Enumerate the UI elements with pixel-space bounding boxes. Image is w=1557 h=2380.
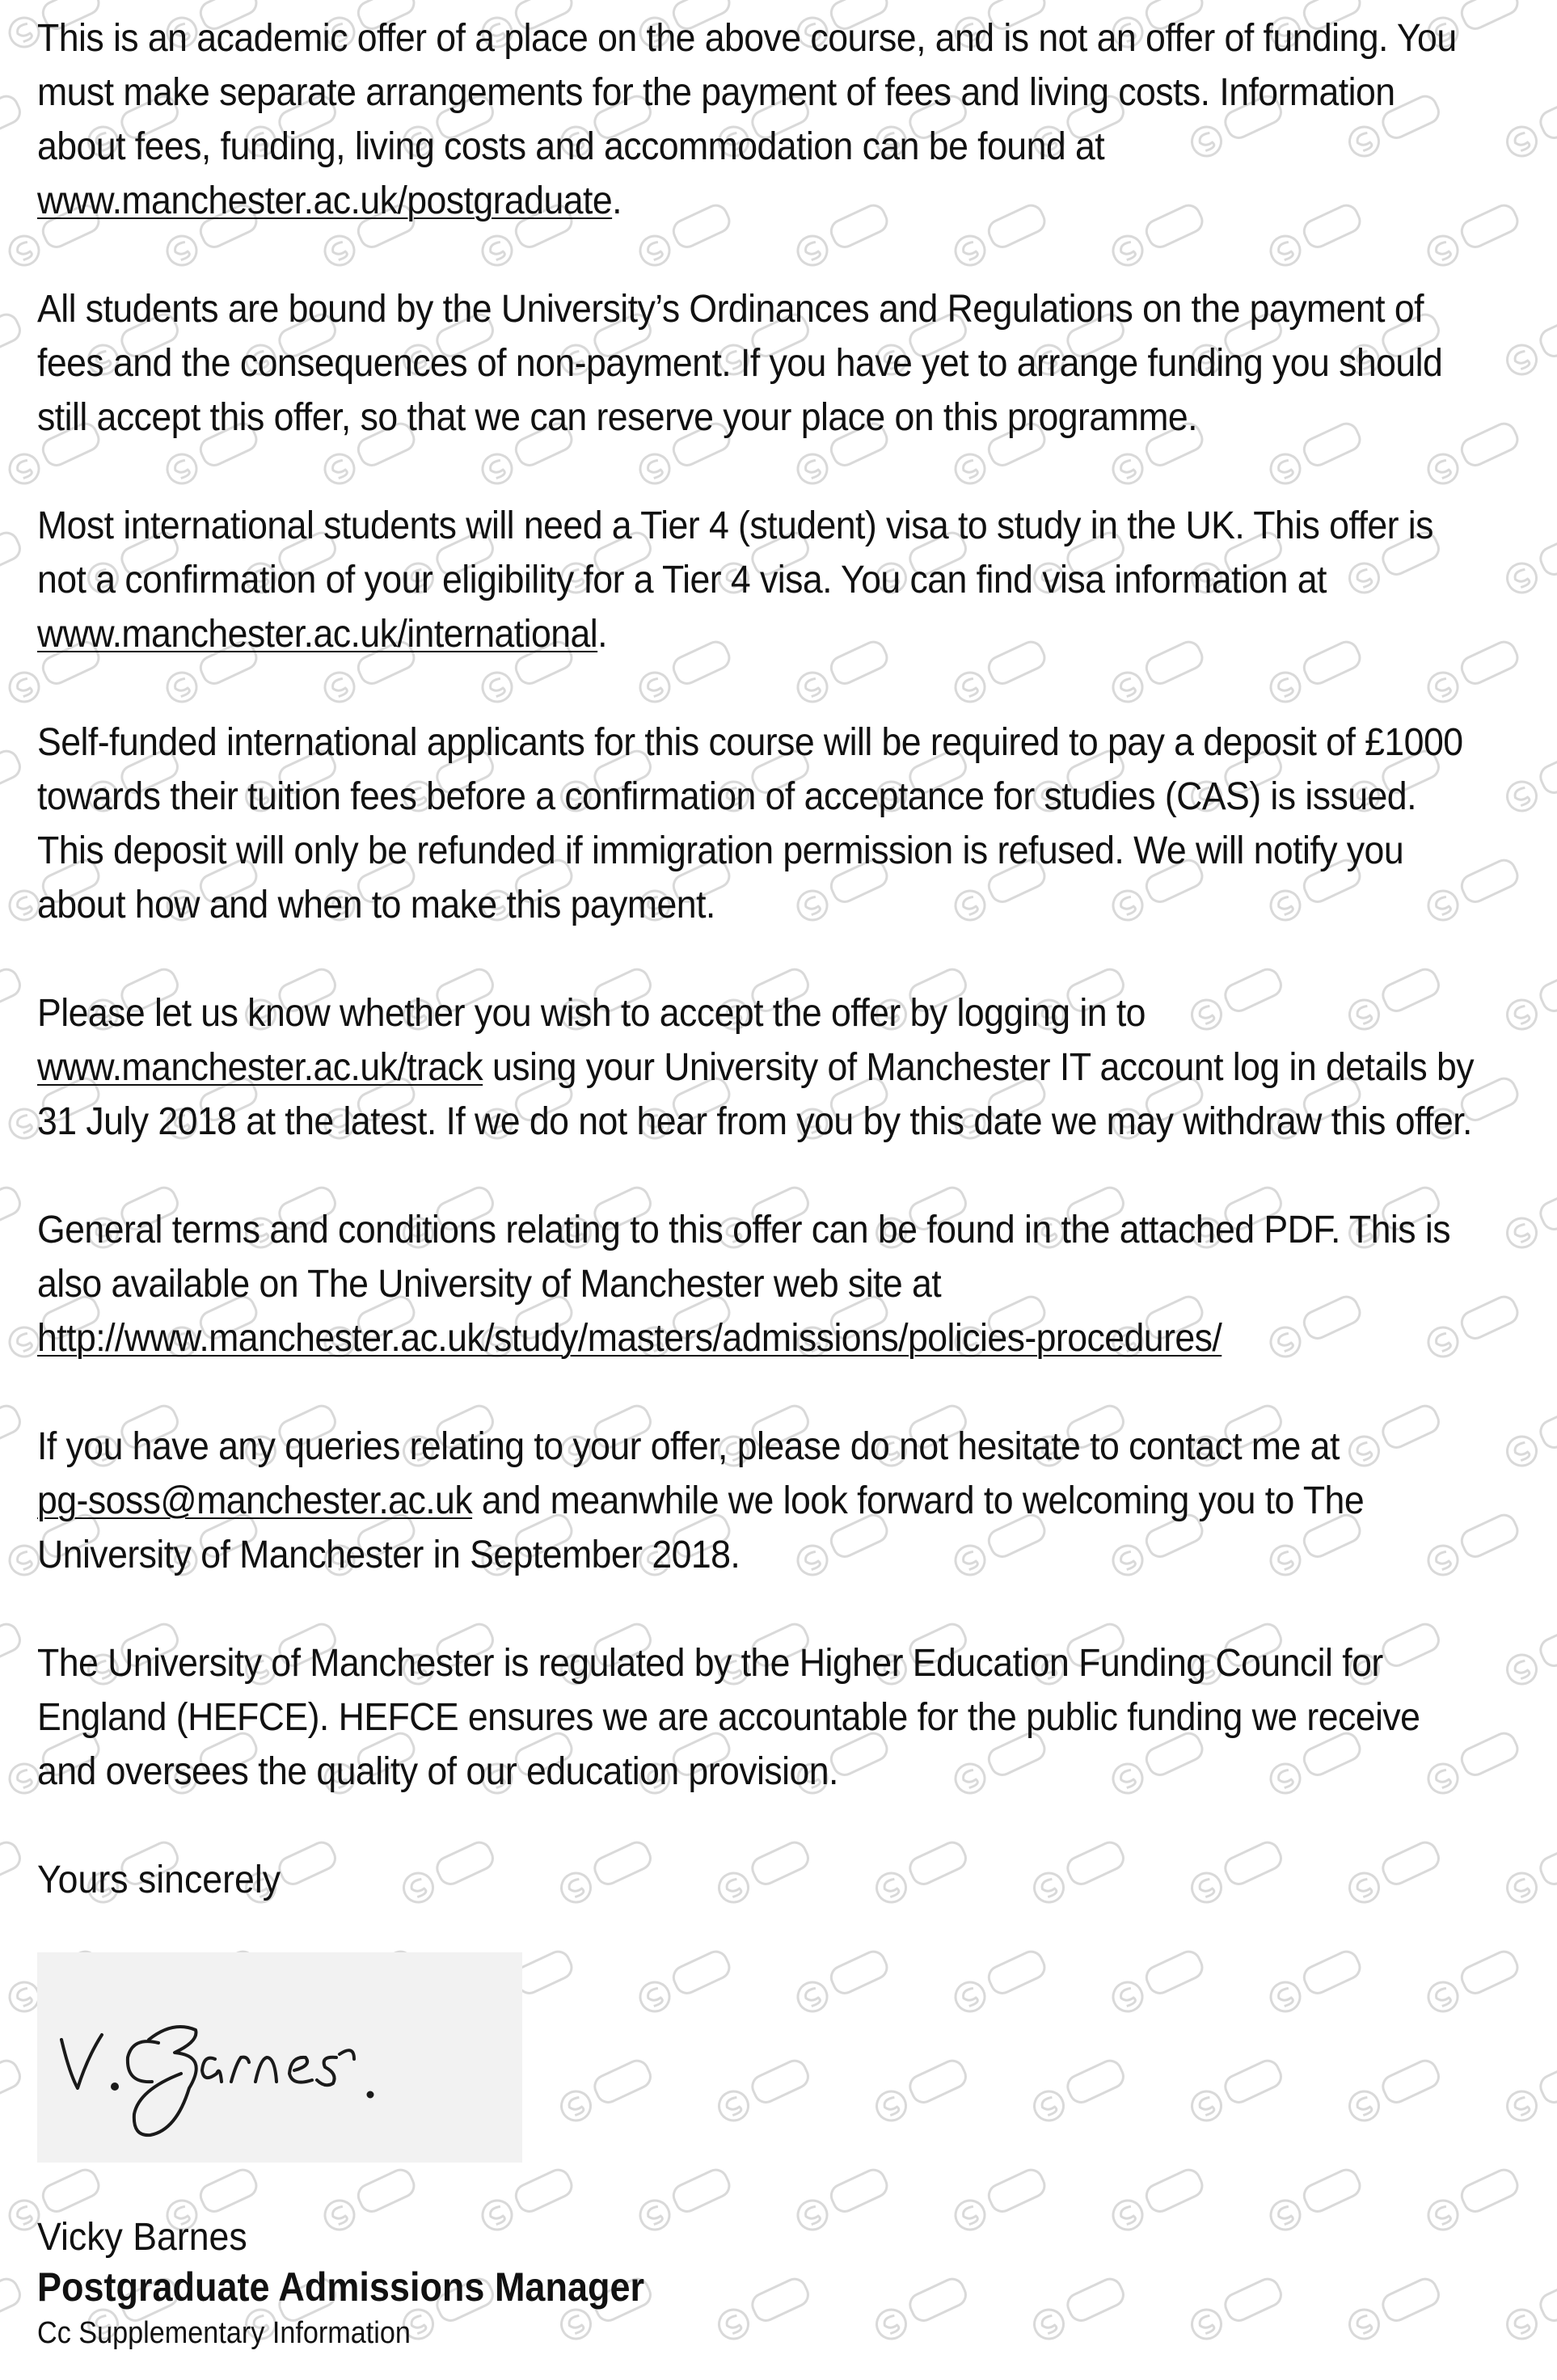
watermark-stamp <box>0 530 25 597</box>
text-segment: and meanwhile we look forward to welcoming you to The <box>472 1479 1365 1522</box>
text-line <box>37 607 1504 661</box>
text-line: Please let us know whether you wish to accept the offer by logging in to <box>37 992 1146 1035</box>
watermark-stamp <box>792 1948 892 2016</box>
text-line <box>37 1040 1504 1095</box>
watermark-stamp <box>0 2276 25 2344</box>
policies-link[interactable]: http://www.manchester.ac.uk/study/masters/admissions/policies-procedures/ <box>37 1317 1222 1360</box>
handwritten-signature <box>37 1952 522 2163</box>
watermark-stamp <box>1502 2276 1557 2344</box>
text-line <box>37 1311 1504 1365</box>
text-line <box>37 1474 1504 1528</box>
watermark-stamp <box>0 2057 25 2125</box>
text-line <box>37 174 1504 228</box>
watermark-stamp <box>1265 1948 1365 2016</box>
text-line: This deposit will only be refunded if immigration permission is refused. We will notify you <box>37 829 1404 872</box>
watermark-stamp <box>714 2057 813 2125</box>
watermark-stamp <box>1187 2276 1286 2344</box>
watermark-stamp <box>1108 1948 1207 2016</box>
watermark-stamp <box>0 1403 25 1471</box>
signer-name: Vicky Barnes <box>37 2216 247 2259</box>
text-line: This is an academic offer of a place on the above course, and is not an offer of funding. You <box>37 17 1457 60</box>
text-line: about fees, funding, living costs and accommodation can be found at <box>37 125 1105 168</box>
watermark-stamp <box>950 2167 1049 2234</box>
text-line: If you have any queries relating to your offer, please do not hesitate to contact me at <box>37 1425 1340 1468</box>
watermark-stamp <box>1029 2276 1129 2344</box>
text-line: about how and when to make this payment. <box>37 884 715 926</box>
text-line: towards their tuition fees before a confirmation of acceptance for studies (CAS) is issued. <box>37 775 1416 818</box>
watermark-stamp <box>1187 2057 1286 2125</box>
watermark-stamp <box>0 1621 25 1689</box>
text-line: still accept this offer, so that we can reserve your place on this programme. <box>37 396 1198 439</box>
paragraph-hefce <box>37 1636 1504 1799</box>
text-line: 31 July 2018 at the latest. If we do not hear from you by this date we may withdraw this offer. <box>37 1100 1472 1143</box>
paragraph-academic-offer <box>37 11 1504 228</box>
watermark-stamp <box>871 2057 971 2125</box>
paragraph-terms <box>37 1203 1504 1365</box>
text-line: University of Manchester in September 2018. <box>37 1534 741 1576</box>
text-line: Most international students will need a Tier 4 (student) visa to study in the UK. This offer is <box>37 504 1433 547</box>
watermark-stamp <box>1265 2167 1365 2234</box>
watermark-stamp <box>556 2057 656 2125</box>
text-line: must make separate arrangements for the payment of fees and living costs. Information <box>37 71 1395 114</box>
text-line: General terms and conditions relating to this offer can be found in the attached PDF. This is <box>37 1209 1450 1251</box>
watermark-stamp <box>950 1948 1049 2016</box>
international-link[interactable]: www.manchester.ac.uk/international <box>37 613 598 656</box>
watermark-stamp <box>1423 2167 1522 2234</box>
text-line: England (HEFCE). HEFCE ensures we are accountable for the public funding we receive <box>37 1696 1420 1739</box>
signature-block <box>37 2213 711 2354</box>
text-line: and oversees the quality of our education provision. <box>37 1750 838 1793</box>
paragraph-visa <box>37 499 1504 661</box>
closing-salutation: Yours sincerely <box>37 1859 281 1901</box>
email-link[interactable]: pg-soss@manchester.ac.uk <box>37 1479 473 1522</box>
text-line: also available on The University of Manchester web site at <box>37 1263 942 1306</box>
watermark-stamp <box>0 966 25 1034</box>
watermark-stamp <box>1344 2276 1444 2344</box>
cc-note: Cc Supplementary Information <box>37 2316 411 2350</box>
paragraph-accept-offer <box>37 986 1504 1149</box>
watermark-stamp <box>1108 2167 1207 2234</box>
watermark-stamp <box>0 93 25 161</box>
watermark-stamp <box>635 1948 734 2016</box>
watermark-stamp <box>792 2167 892 2234</box>
paragraph-deposit <box>37 715 1504 932</box>
text-line: fees and the consequences of non-payment. If you have yet to arrange funding you should <box>37 342 1443 385</box>
watermark-stamp <box>0 311 25 379</box>
signature-image <box>37 1952 522 2163</box>
track-link[interactable]: www.manchester.ac.uk/track <box>37 1046 483 1089</box>
text-segment: using your University of Manchester IT account log in details by <box>483 1046 1474 1089</box>
watermark-stamp <box>0 1839 25 1907</box>
watermark-stamp <box>0 1184 25 1252</box>
watermark-stamp <box>1344 2057 1444 2125</box>
punctuation: . <box>612 179 622 222</box>
punctuation: . <box>597 613 608 656</box>
paragraph-queries <box>37 1420 1504 1582</box>
text-line: Self-funded international applicants for this course will be required to pay a deposit of £1000 <box>37 721 1463 764</box>
watermark-stamp <box>871 2276 971 2344</box>
watermark-stamp <box>1502 2057 1557 2125</box>
watermark-stamp <box>714 2276 813 2344</box>
text-line: not a confirmation of your eligibility for a Tier 4 visa. You can find visa information at <box>37 559 1327 601</box>
signer-title: Postgraduate Admissions Manager <box>37 2264 645 2310</box>
letter-body <box>37 11 1525 1907</box>
watermark-stamp <box>0 748 25 816</box>
watermark-stamp <box>1029 2057 1129 2125</box>
postgraduate-link[interactable]: www.manchester.ac.uk/postgraduate <box>37 179 613 222</box>
paragraph-ordinances <box>37 282 1504 445</box>
watermark-stamp <box>1423 1948 1522 2016</box>
text-line: All students are bound by the University’s Ordinances and Regulations on the payment of <box>37 288 1424 331</box>
text-line: The University of Manchester is regulated by the Higher Education Funding Council for <box>37 1642 1383 1685</box>
